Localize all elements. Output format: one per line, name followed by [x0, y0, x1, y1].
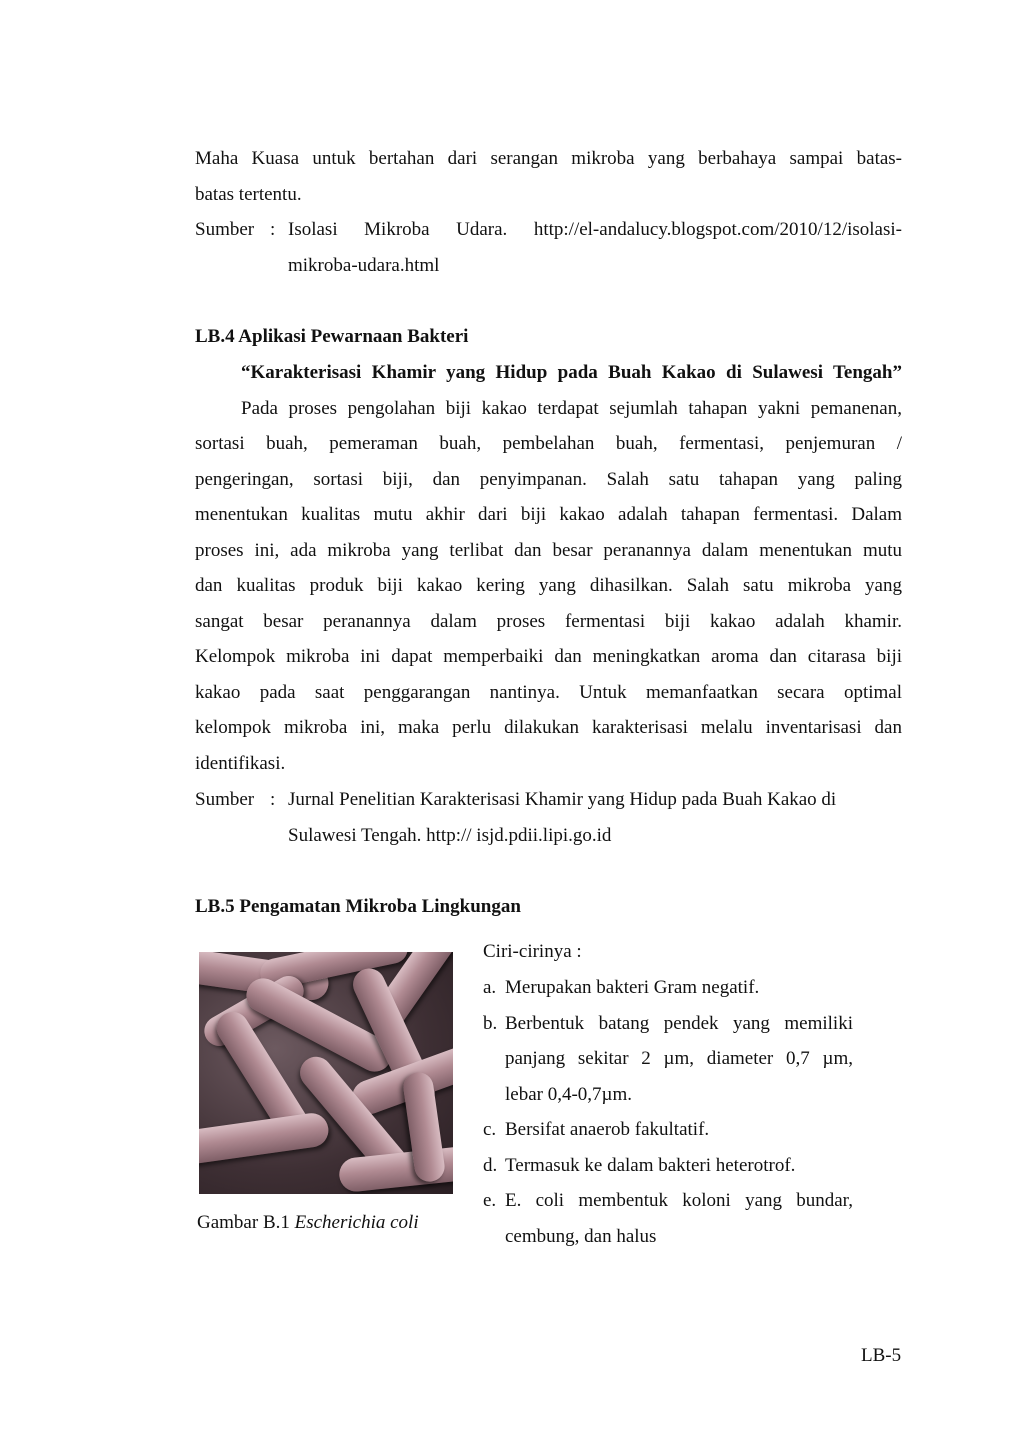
ecoli-micrograph-image	[199, 952, 453, 1194]
caption-prefix: Gambar B.1	[197, 1212, 295, 1233]
list-marker: a.	[483, 977, 497, 998]
list-item-line: Bersifat anaerob fakultatif.	[505, 1119, 710, 1140]
source-text-line: Isolasi Mikroba Udara. http://el-andalucy.blogspot.com/2010/12/isolasi-	[288, 219, 902, 240]
page-number: LB-5	[861, 1345, 902, 1366]
section-heading-lb5: LB.5 Pengamatan Mikroba Lingkungan	[195, 896, 521, 917]
paragraph-line: batas tertentu.	[195, 184, 302, 205]
paragraph-line: dan kualitas produk biji kakao kering yang dihasilkan. Salah satu mikroba yang	[195, 575, 902, 596]
source-text-line: mikroba-udara.html	[288, 255, 440, 276]
list-item-line: cembung, dan halus	[505, 1226, 657, 1247]
paragraph-line: Maha Kuasa untuk bertahan dari serangan mikroba yang berbahaya sampai batas-	[195, 148, 902, 169]
list-item-line: lebar 0,4-0,7µm.	[505, 1084, 633, 1105]
list-marker: c.	[483, 1119, 497, 1140]
section-heading-lb4: LB.4 Aplikasi Pewarnaan Bakteri	[195, 326, 469, 347]
list-item-line: Merupakan bakteri Gram negatif.	[505, 977, 760, 998]
paragraph-line: Kelompok mikroba ini dapat memperbaiki dan meningkatkan aroma dan citarasa biji	[195, 646, 902, 667]
list-marker: d.	[483, 1155, 498, 1176]
list-item-line: panjang sekitar 2 µm, diameter 0,7 µm,	[505, 1048, 853, 1069]
list-item-line: Berbentuk batang pendek yang memiliki	[505, 1013, 853, 1034]
source-text-line: Sulawesi Tengah. http:// isjd.pdii.lipi.go.id	[288, 825, 612, 846]
paragraph-line: proses ini, ada mikroba yang terlibat dan besar peranannya dalam menentukan mutu	[195, 540, 902, 561]
list-item-line: Termasuk ke dalam bakteri heterotrof.	[505, 1155, 796, 1176]
paragraph-line: kakao pada saat penggarangan nantinya. Untuk memanfaatkan secara optimal	[195, 682, 902, 703]
paragraph-line: identifikasi.	[195, 753, 286, 774]
article-title: “Karakterisasi Khamir yang Hidup pada Buah Kakao di Sulawesi Tengah”	[241, 362, 902, 383]
paragraph-line: kelompok mikroba ini, maka perlu dilakukan karakterisasi melalu inventarisasi dan	[195, 717, 902, 738]
features-title: Ciri-cirinya :	[483, 941, 582, 962]
paragraph-line: sangat besar peranannya dalam proses fermentasi biji kakao adalah khamir.	[195, 611, 902, 632]
source-label: Sumber	[195, 789, 255, 810]
list-marker: b.	[483, 1013, 498, 1034]
paragraph-line: sortasi buah, pemeraman buah, pembelahan buah, fermentasi, penjemuran /	[195, 433, 902, 454]
list-marker: e.	[483, 1190, 497, 1211]
paragraph-line: menentukan kualitas mutu akhir dari biji kakao adalah tahapan fermentasi. Dalam	[195, 504, 902, 525]
source-label: Sumber	[195, 219, 255, 240]
figure-caption	[197, 1212, 419, 1234]
list-item-line: E. coli membentuk koloni yang bundar,	[505, 1190, 853, 1211]
source-text-line: Jurnal Penelitian Karakterisasi Khamir yang Hidup pada Buah Kakao di	[288, 789, 837, 810]
paragraph-line: pengeringan, sortasi biji, dan penyimpanan. Salah satu tahapan yang paling	[195, 469, 902, 490]
source-colon: :	[270, 219, 276, 240]
caption-species: Escherichia coli	[294, 1212, 419, 1233]
source-colon: :	[270, 789, 276, 810]
paragraph-line: Pada proses pengolahan biji kakao terdapat sejumlah tahapan yakni pemanenan,	[241, 398, 902, 419]
